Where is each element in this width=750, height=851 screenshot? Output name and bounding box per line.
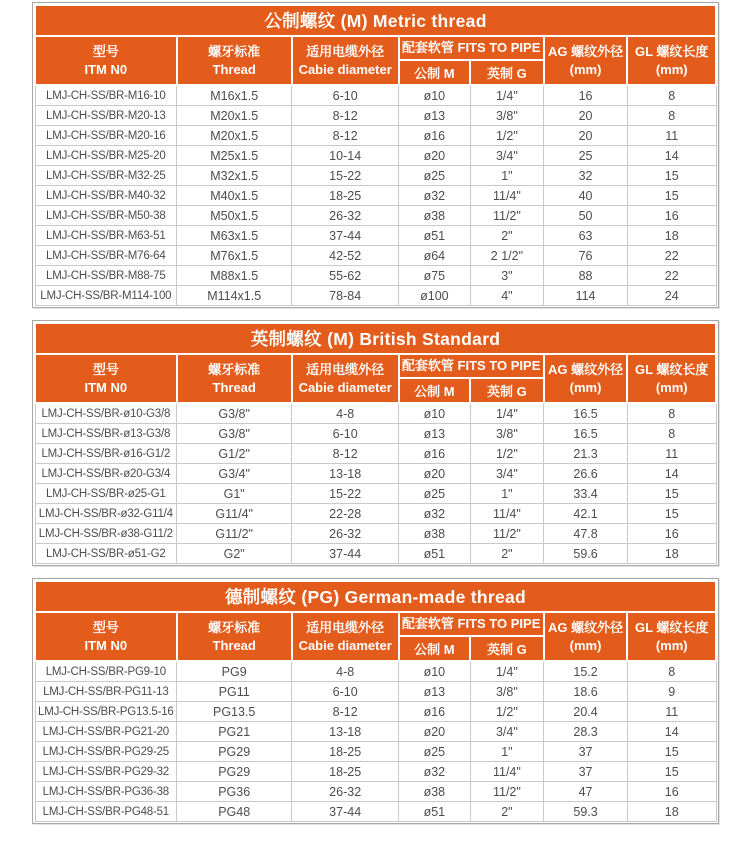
table-row	[35, 722, 716, 742]
table-row	[35, 802, 716, 822]
col-header-thread-zh: 螺牙标准	[208, 619, 261, 635]
col-header-model-en: ITM N0	[84, 62, 128, 78]
col-header-thread-zh: 螺牙标准	[208, 43, 261, 59]
table-row	[35, 286, 716, 306]
cell-cable-diameter: 6-10	[292, 85, 399, 106]
cell-gl-thread-length: 18	[627, 544, 716, 564]
col-header-thread	[177, 354, 292, 403]
cell-thread: G11/4"	[177, 504, 292, 524]
cell-model: LMJ-CH-SS/BR-PG29-25	[35, 742, 177, 762]
table-row	[35, 702, 716, 722]
col-header-pipe-group-label: 配套软管 FITS TO PIPE	[401, 358, 541, 373]
cell-thread: PG48	[177, 802, 292, 822]
cell-ag-outer-diameter: 33.4	[544, 484, 628, 504]
cell-cable-diameter: 18-25	[292, 762, 399, 782]
cell-ag-outer-diameter: 59.3	[544, 802, 628, 822]
cell-model: LMJ-CH-SS/BR-PG29-32	[35, 762, 177, 782]
cell-cable-diameter: 37-44	[292, 544, 399, 564]
table-row	[35, 504, 716, 524]
cell-pipe-inch: 4"	[470, 286, 544, 306]
cell-thread: M25x1.5	[177, 146, 292, 166]
cell-thread: M76x1.5	[177, 246, 292, 266]
col-header-cable-diameter	[292, 354, 399, 403]
col-header-pipe-group-label: 配套软管 FITS TO PIPE	[401, 616, 541, 631]
col-header-thread-en: Thread	[212, 638, 256, 654]
table-row	[35, 464, 716, 484]
col-header-gl-thread-length	[627, 354, 716, 403]
col-header-gl-thread-length-zh: GL 螺纹长度	[634, 619, 709, 635]
col-header-ag-outer-diameter-en: (mm)	[569, 380, 602, 396]
cell-thread: PG36	[177, 782, 292, 802]
cell-gl-thread-length: 15	[627, 742, 716, 762]
cell-gl-thread-length: 22	[627, 266, 716, 286]
cell-gl-thread-length: 14	[627, 146, 716, 166]
table-row	[35, 106, 716, 126]
table-title-row	[35, 5, 716, 36]
cell-pipe-inch: 11/2"	[470, 206, 544, 226]
cell-pipe-metric: ø38	[399, 206, 471, 226]
col-header-ag-outer-diameter-zh: AG 螺纹外径	[547, 619, 624, 635]
cell-cable-diameter: 26-32	[292, 524, 399, 544]
cell-thread: G2"	[177, 544, 292, 564]
cell-model: LMJ-CH-SS/BR-PG36-38	[35, 782, 177, 802]
cell-cable-diameter: 55-62	[292, 266, 399, 286]
cell-gl-thread-length: 18	[627, 802, 716, 822]
cell-model: LMJ-CH-SS/BR-ø16-G1/2	[35, 444, 177, 464]
cell-ag-outer-diameter: 18.6	[544, 682, 628, 702]
cell-ag-outer-diameter: 32	[544, 166, 628, 186]
cell-gl-thread-length: 8	[627, 85, 716, 106]
table-row	[35, 762, 716, 782]
cell-thread: M114x1.5	[177, 286, 292, 306]
col-header-gl-thread-length-en: (mm)	[655, 62, 688, 78]
cell-cable-diameter: 78-84	[292, 286, 399, 306]
cell-model: LMJ-CH-SS/BR-M76-64	[35, 246, 177, 266]
cell-ag-outer-diameter: 16	[544, 85, 628, 106]
cell-gl-thread-length: 16	[627, 782, 716, 802]
col-header-model-zh: 型号	[92, 361, 119, 377]
cell-cable-diameter: 22-28	[292, 504, 399, 524]
cell-cable-diameter: 15-22	[292, 484, 399, 504]
table-row	[35, 484, 716, 504]
col-header-model-zh: 型号	[92, 619, 119, 635]
cell-pipe-inch: 11/4"	[470, 504, 544, 524]
spec-table-grid-metric	[34, 4, 717, 306]
cell-gl-thread-length: 15	[627, 762, 716, 782]
cell-ag-outer-diameter: 16.5	[544, 403, 628, 424]
cell-cable-diameter: 18-25	[292, 742, 399, 762]
table-row	[35, 146, 716, 166]
col-header-pipe-inch: 英制 G	[470, 378, 544, 403]
cell-pipe-metric: ø51	[399, 802, 471, 822]
cell-cable-diameter: 4-8	[292, 403, 399, 424]
col-header-pipe-metric: 公制 M	[399, 60, 471, 85]
table-row	[35, 246, 716, 266]
cell-thread: G1/2"	[177, 444, 292, 464]
cell-gl-thread-length: 14	[627, 464, 716, 484]
table-row	[35, 166, 716, 186]
cell-thread: M16x1.5	[177, 85, 292, 106]
col-header-model	[35, 354, 177, 403]
cell-cable-diameter: 8-12	[292, 106, 399, 126]
spec-table-grid-british	[34, 322, 717, 564]
table-row	[35, 544, 716, 564]
cell-pipe-metric: ø38	[399, 782, 471, 802]
cell-model: LMJ-CH-SS/BR-M50-38	[35, 206, 177, 226]
cell-pipe-metric: ø32	[399, 762, 471, 782]
cell-ag-outer-diameter: 76	[544, 246, 628, 266]
cell-pipe-metric: ø20	[399, 464, 471, 484]
cell-gl-thread-length: 9	[627, 682, 716, 702]
table-row	[35, 403, 716, 424]
col-header-gl-thread-length-en: (mm)	[655, 638, 688, 654]
col-header-gl-thread-length	[627, 612, 716, 661]
cell-pipe-inch: 3/4"	[470, 722, 544, 742]
column-header-row	[35, 36, 716, 60]
cell-pipe-metric: ø10	[399, 85, 471, 106]
column-header-row	[35, 354, 716, 378]
cell-pipe-inch: 3"	[470, 266, 544, 286]
cell-cable-diameter: 8-12	[292, 702, 399, 722]
table-row	[35, 661, 716, 682]
cell-pipe-inch: 11/2"	[470, 524, 544, 544]
cell-pipe-inch: 3/8"	[470, 106, 544, 126]
column-header-row	[35, 612, 716, 636]
cell-ag-outer-diameter: 47	[544, 782, 628, 802]
cell-pipe-inch: 2"	[470, 544, 544, 564]
cell-gl-thread-length: 11	[627, 702, 716, 722]
col-header-model	[35, 36, 177, 85]
table-title-row	[35, 323, 716, 354]
cell-pipe-inch: 1/4"	[470, 85, 544, 106]
cell-thread: G3/4"	[177, 464, 292, 484]
cell-ag-outer-diameter: 20.4	[544, 702, 628, 722]
cell-gl-thread-length: 11	[627, 444, 716, 464]
col-header-pipe-metric: 公制 M	[399, 378, 471, 403]
cell-pipe-metric: ø75	[399, 266, 471, 286]
col-header-thread-en: Thread	[212, 380, 256, 396]
cell-pipe-inch: 3/4"	[470, 464, 544, 484]
cell-model: LMJ-CH-SS/BR-ø25-G1	[35, 484, 177, 504]
cell-model: LMJ-CH-SS/BR-M20-13	[35, 106, 177, 126]
cell-thread: PG29	[177, 742, 292, 762]
cell-cable-diameter: 26-32	[292, 782, 399, 802]
cell-thread: PG21	[177, 722, 292, 742]
cell-thread: M32x1.5	[177, 166, 292, 186]
cell-model: LMJ-CH-SS/BR-ø10-G3/8	[35, 403, 177, 424]
cell-pipe-metric: ø10	[399, 661, 471, 682]
cell-pipe-inch: 11/2"	[470, 782, 544, 802]
col-header-pipe-group	[399, 36, 544, 60]
cell-pipe-inch: 3/8"	[470, 682, 544, 702]
cell-gl-thread-length: 8	[627, 661, 716, 682]
cell-ag-outer-diameter: 63	[544, 226, 628, 246]
col-header-ag-outer-diameter	[544, 354, 628, 403]
col-header-cable-diameter-en: Cabie diameter	[298, 638, 392, 654]
cell-cable-diameter: 4-8	[292, 661, 399, 682]
cell-gl-thread-length: 8	[627, 403, 716, 424]
table-row	[35, 266, 716, 286]
table-row	[35, 126, 716, 146]
col-header-gl-thread-length-zh: GL 螺纹长度	[634, 361, 709, 377]
col-header-pipe-group	[399, 612, 544, 636]
table-row	[35, 85, 716, 106]
cell-model: LMJ-CH-SS/BR-ø13-G3/8	[35, 424, 177, 444]
cell-thread: G3/8"	[177, 403, 292, 424]
cell-pipe-metric: ø38	[399, 524, 471, 544]
cell-ag-outer-diameter: 20	[544, 106, 628, 126]
table-row	[35, 226, 716, 246]
col-header-gl-thread-length	[627, 36, 716, 85]
spec-table-grid-german	[34, 580, 717, 822]
cell-gl-thread-length: 14	[627, 722, 716, 742]
cell-pipe-inch: 2"	[470, 802, 544, 822]
cell-model: LMJ-CH-SS/BR-ø51-G2	[35, 544, 177, 564]
cell-model: LMJ-CH-SS/BR-M88-75	[35, 266, 177, 286]
col-header-thread-en: Thread	[212, 62, 256, 78]
cell-pipe-inch: 1"	[470, 166, 544, 186]
cell-ag-outer-diameter: 59.6	[544, 544, 628, 564]
cell-cable-diameter: 37-44	[292, 226, 399, 246]
cell-cable-diameter: 37-44	[292, 802, 399, 822]
cell-model: LMJ-CH-SS/BR-M40-32	[35, 186, 177, 206]
cell-pipe-metric: ø13	[399, 424, 471, 444]
cell-pipe-inch: 2 1/2"	[470, 246, 544, 266]
cell-cable-diameter: 13-18	[292, 722, 399, 742]
cell-pipe-metric: ø16	[399, 126, 471, 146]
cell-pipe-inch: 2"	[470, 226, 544, 246]
spec-table-metric	[32, 2, 719, 308]
col-header-ag-outer-diameter	[544, 612, 628, 661]
cell-pipe-metric: ø13	[399, 682, 471, 702]
cell-model: LMJ-CH-SS/BR-PG48-51	[35, 802, 177, 822]
cell-gl-thread-length: 11	[627, 126, 716, 146]
cell-pipe-metric: ø10	[399, 403, 471, 424]
cell-gl-thread-length: 16	[627, 206, 716, 226]
table-row	[35, 682, 716, 702]
col-header-model-en: ITM N0	[84, 380, 128, 396]
col-header-cable-diameter	[292, 36, 399, 85]
table-row	[35, 424, 716, 444]
cell-model: LMJ-CH-SS/BR-PG11-13	[35, 682, 177, 702]
cell-thread: M20x1.5	[177, 106, 292, 126]
table-row	[35, 206, 716, 226]
cell-ag-outer-diameter: 42.1	[544, 504, 628, 524]
col-header-gl-thread-length-en: (mm)	[655, 380, 688, 396]
col-header-pipe-metric: 公制 M	[399, 636, 471, 661]
cell-gl-thread-length: 15	[627, 186, 716, 206]
cell-model: LMJ-CH-SS/BR-M32-25	[35, 166, 177, 186]
col-header-cable-diameter	[292, 612, 399, 661]
spec-table-british	[32, 320, 719, 566]
cell-ag-outer-diameter: 21.3	[544, 444, 628, 464]
cell-ag-outer-diameter: 20	[544, 126, 628, 146]
cell-thread: M20x1.5	[177, 126, 292, 146]
col-header-cable-diameter-zh: 适用电缆外径	[306, 361, 385, 377]
cell-pipe-metric: ø25	[399, 166, 471, 186]
cell-pipe-metric: ø100	[399, 286, 471, 306]
col-header-ag-outer-diameter-en: (mm)	[569, 62, 602, 78]
col-header-ag-outer-diameter	[544, 36, 628, 85]
col-header-gl-thread-length-zh: GL 螺纹长度	[634, 43, 709, 59]
cell-ag-outer-diameter: 50	[544, 206, 628, 226]
cell-thread: PG29	[177, 762, 292, 782]
cell-pipe-inch: 11/4"	[470, 186, 544, 206]
cell-ag-outer-diameter: 26.6	[544, 464, 628, 484]
cell-pipe-metric: ø51	[399, 226, 471, 246]
col-header-pipe-group-label: 配套软管 FITS TO PIPE	[401, 40, 541, 55]
cell-pipe-inch: 1"	[470, 742, 544, 762]
table-row	[35, 186, 716, 206]
cell-cable-diameter: 18-25	[292, 186, 399, 206]
col-header-model-zh: 型号	[92, 43, 119, 59]
cell-pipe-inch: 1/2"	[470, 444, 544, 464]
cell-model: LMJ-CH-SS/BR-M114-100	[35, 286, 177, 306]
cell-pipe-inch: 1/4"	[470, 661, 544, 682]
cell-pipe-metric: ø20	[399, 146, 471, 166]
cell-model: LMJ-CH-SS/BR-M16-10	[35, 85, 177, 106]
cell-gl-thread-length: 8	[627, 106, 716, 126]
cell-model: LMJ-CH-SS/BR-ø20-G3/4	[35, 464, 177, 484]
cell-pipe-inch: 3/8"	[470, 424, 544, 444]
table-row	[35, 524, 716, 544]
col-header-model-en: ITM N0	[84, 638, 128, 654]
cell-gl-thread-length: 16	[627, 524, 716, 544]
cell-pipe-metric: ø25	[399, 742, 471, 762]
table-title-row	[35, 581, 716, 612]
cell-model: LMJ-CH-SS/BR-PG21-20	[35, 722, 177, 742]
cell-pipe-inch: 1"	[470, 484, 544, 504]
cell-model: LMJ-CH-SS/BR-PG9-10	[35, 661, 177, 682]
cell-ag-outer-diameter: 28.3	[544, 722, 628, 742]
cell-gl-thread-length: 22	[627, 246, 716, 266]
cell-thread: M63x1.5	[177, 226, 292, 246]
cell-model: LMJ-CH-SS/BR-M20-16	[35, 126, 177, 146]
col-header-thread-zh: 螺牙标准	[208, 361, 261, 377]
cell-ag-outer-diameter: 47.8	[544, 524, 628, 544]
cell-thread: M88x1.5	[177, 266, 292, 286]
cell-gl-thread-length: 15	[627, 504, 716, 524]
cell-pipe-metric: ø25	[399, 484, 471, 504]
spec-table-german	[32, 578, 719, 824]
cell-pipe-metric: ø13	[399, 106, 471, 126]
cell-cable-diameter: 15-22	[292, 166, 399, 186]
cell-model: LMJ-CH-SS/BR-M25-20	[35, 146, 177, 166]
cell-pipe-metric: ø51	[399, 544, 471, 564]
col-header-model	[35, 612, 177, 661]
col-header-ag-outer-diameter-zh: AG 螺纹外径	[547, 361, 624, 377]
cell-pipe-inch: 1/4"	[470, 403, 544, 424]
cell-pipe-inch: 3/4"	[470, 146, 544, 166]
col-header-pipe-inch: 英制 G	[470, 636, 544, 661]
cell-gl-thread-length: 15	[627, 166, 716, 186]
col-header-cable-diameter-zh: 适用电缆外径	[306, 43, 385, 59]
col-header-thread	[177, 612, 292, 661]
table-row	[35, 444, 716, 464]
cell-cable-diameter: 10-14	[292, 146, 399, 166]
cell-model: LMJ-CH-SS/BR-ø38-G11/2	[35, 524, 177, 544]
cell-thread: M40x1.5	[177, 186, 292, 206]
cell-cable-diameter: 6-10	[292, 424, 399, 444]
cell-model: LMJ-CH-SS/BR-ø32-G11/4	[35, 504, 177, 524]
table-title: 德制螺纹 (PG) German-made thread	[35, 581, 716, 612]
cell-gl-thread-length: 18	[627, 226, 716, 246]
col-header-cable-diameter-zh: 适用电缆外径	[306, 619, 385, 635]
cell-ag-outer-diameter: 40	[544, 186, 628, 206]
table-title: 英制螺纹 (M) British Standard	[35, 323, 716, 354]
cell-pipe-metric: ø16	[399, 444, 471, 464]
table-title: 公制螺纹 (M) Metric thread	[35, 5, 716, 36]
cell-ag-outer-diameter: 25	[544, 146, 628, 166]
cell-thread: PG9	[177, 661, 292, 682]
cell-pipe-metric: ø16	[399, 702, 471, 722]
cell-ag-outer-diameter: 88	[544, 266, 628, 286]
cell-cable-diameter: 13-18	[292, 464, 399, 484]
col-header-ag-outer-diameter-zh: AG 螺纹外径	[547, 43, 624, 59]
table-row	[35, 742, 716, 762]
cell-gl-thread-length: 15	[627, 484, 716, 504]
cell-ag-outer-diameter: 37	[544, 762, 628, 782]
cell-thread: M50x1.5	[177, 206, 292, 226]
cell-ag-outer-diameter: 37	[544, 742, 628, 762]
cell-pipe-metric: ø32	[399, 504, 471, 524]
cell-cable-diameter: 6-10	[292, 682, 399, 702]
cell-thread: G3/8"	[177, 424, 292, 444]
cell-ag-outer-diameter: 114	[544, 286, 628, 306]
cell-model: LMJ-CH-SS/BR-PG13.5-16	[35, 702, 177, 722]
col-header-cable-diameter-en: Cabie diameter	[298, 62, 392, 78]
col-header-pipe-group	[399, 354, 544, 378]
cell-pipe-inch: 11/4"	[470, 762, 544, 782]
cell-pipe-inch: 1/2"	[470, 702, 544, 722]
table-row	[35, 782, 716, 802]
cell-pipe-metric: ø20	[399, 722, 471, 742]
cell-cable-diameter: 42-52	[292, 246, 399, 266]
cell-model: LMJ-CH-SS/BR-M63-51	[35, 226, 177, 246]
cell-cable-diameter: 8-12	[292, 126, 399, 146]
cell-gl-thread-length: 8	[627, 424, 716, 444]
cell-pipe-metric: ø32	[399, 186, 471, 206]
col-header-ag-outer-diameter-en: (mm)	[569, 638, 602, 654]
cell-cable-diameter: 26-32	[292, 206, 399, 226]
col-header-pipe-inch: 英制 G	[470, 60, 544, 85]
cell-ag-outer-diameter: 15.2	[544, 661, 628, 682]
cell-thread: G1"	[177, 484, 292, 504]
cell-cable-diameter: 8-12	[292, 444, 399, 464]
cell-pipe-metric: ø64	[399, 246, 471, 266]
col-header-thread	[177, 36, 292, 85]
cell-pipe-inch: 1/2"	[470, 126, 544, 146]
cell-thread: PG11	[177, 682, 292, 702]
cell-ag-outer-diameter: 16.5	[544, 424, 628, 444]
cell-gl-thread-length: 24	[627, 286, 716, 306]
col-header-cable-diameter-en: Cabie diameter	[298, 380, 392, 396]
cell-thread: PG13.5	[177, 702, 292, 722]
cell-thread: G11/2"	[177, 524, 292, 544]
